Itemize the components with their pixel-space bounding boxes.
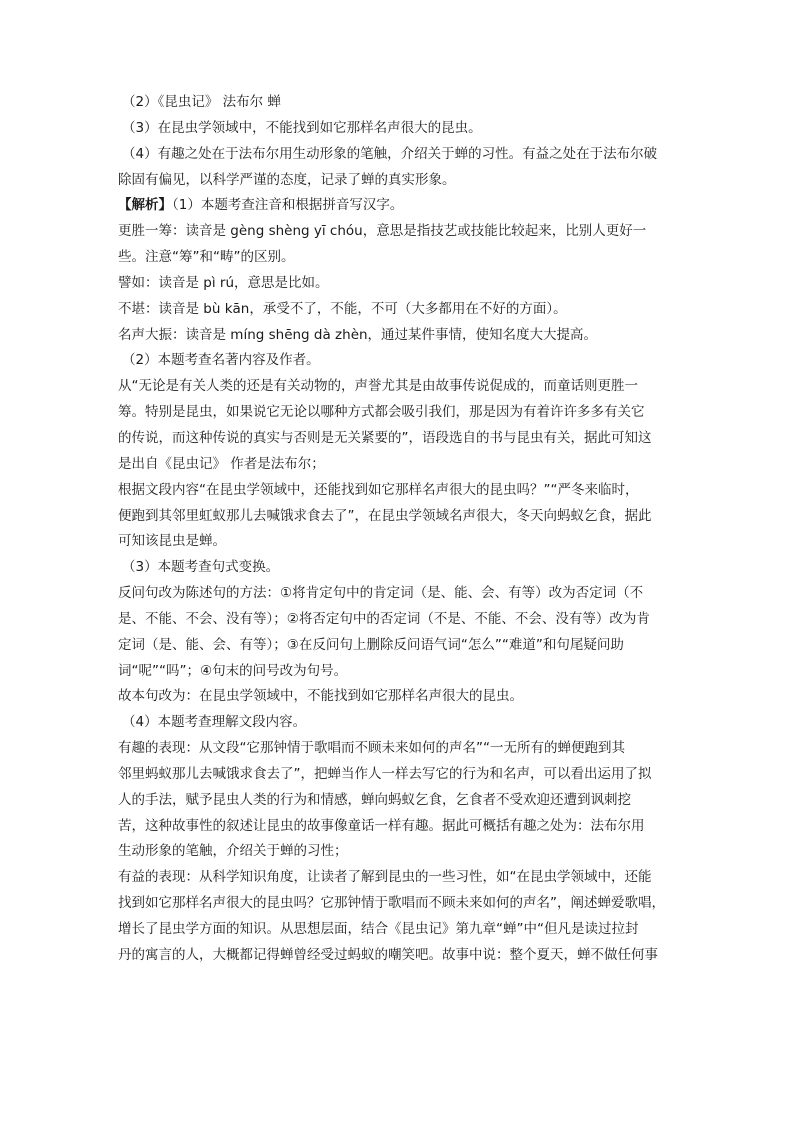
analysis-label: 【解析】 — [118, 197, 172, 214]
paragraph-line: 生动形象的笔触，介绍关于蝉的习性； — [118, 843, 348, 860]
paragraph-line: 故本句改为：在昆虫学领域中，不能找到如它那样名声很大的昆虫。 — [118, 688, 523, 705]
paragraph-line: 的传说，而这种传说的真实与否则是无关紧要的”，语段选自的书与昆虫有关，据此可知这 — [118, 429, 652, 446]
paragraph-line: 丹的寓言的人，大概都记得蝉曾经受过蚂蚁的嘲笑吧。故事中说：整个夏天，蝉不做任何事 — [118, 946, 658, 963]
paragraph-line: 人的手法，赋予昆虫人类的行为和情感，蝉向蚂蚁乞食，乞食者不受欢迎还遭到讽刺挖 — [118, 791, 631, 808]
paragraph-line: 定词（是、能、会、有等）；③在反问句上删除反问语气词“怎么”“难道”和句尾疑问助 — [118, 636, 624, 653]
answer-3: （3）在昆虫学领域中，不能找到如它那样名声很大的昆虫。 — [122, 119, 482, 136]
paragraph-line: 根据文段内容“在昆虫学领域中，还能找到如它那样名声很大的昆虫吗？”“严冬来临时， — [118, 481, 639, 498]
paragraph-line: 可知该昆虫是蝉。 — [118, 533, 226, 550]
paragraph-line: 譬如：读音是 pì rú，意思是比如。 — [118, 274, 329, 291]
answer-2: （2）《昆虫记》 法布尔 蝉 — [122, 94, 281, 110]
analysis-heading — [118, 193, 688, 219]
paragraph-line: 是、不能、不会、没有等）；②将否定句中的否定词（不是、不能、不会、没有等）改为肯 — [118, 610, 650, 627]
analysis-heading-text: （1）本题考查注音和根据拼音写汉字。 — [172, 197, 404, 214]
section-heading: （3）本题考查句式变换。 — [122, 559, 280, 576]
paragraph-line: 有益的表现：从科学知识角度，让读者了解到昆虫的一些习性，如“在昆虫学领域中，还能 — [118, 869, 652, 886]
section-heading: （2）本题考查名著内容及作者。 — [122, 352, 320, 369]
paragraph-line: 苦，这种故事性的叙述让昆虫的故事像童话一样有趣。据此可概括有趣之处为：法布尔用 — [118, 817, 645, 834]
answer-4-line-2: 除固有偏见，以科学严谨的态度，记录了蝉的真实形象。 — [118, 171, 456, 188]
paragraph-line: 名声大振：读音是 míng shēng dà zhèn，通过某件事情，使知名度大大提高。 — [118, 326, 598, 343]
paragraph-line: 反问句改为陈述句的方法：①将肯定句中的肯定词（是、能、会、有等）改为否定词（不 — [118, 585, 644, 602]
paragraph-line: 增长了昆虫学方面的知识。从思想层面，结合《昆虫记》第九章“蝉”中“但凡是读过拉封 — [118, 921, 639, 937]
paragraph-line: 是出自《昆虫记》 作者是法布尔； — [118, 455, 325, 472]
paragraph-line: 更胜一筹：读音是 gèng shèng yī chóu，意思是指技艺或技能比较起来，比别人更好一 — [118, 223, 647, 240]
paragraph-line: 邻里蚂蚁那儿去喊饿求食去了”，把蝉当作人一样去写它的行为和名声，可以看出运用了拟 — [118, 765, 652, 782]
paragraph-line: 词“呢”“吗”；④句末的问号改为句号。 — [118, 662, 348, 679]
section-heading: （4）本题考查理解文段内容。 — [122, 714, 307, 731]
paragraph-line: 从“无论是有关人类的还是有关动物的，声誉尤其是由故事传说促成的，而童话则更胜一 — [118, 378, 638, 395]
paragraph-line: 些。注意“筹”和“畴”的区别。 — [118, 249, 295, 266]
paragraph-line: 有趣的表现：从文段“它那钟情于歌唱而不顾未来如何的声名”“一无所有的蝉便跑到其 — [118, 740, 625, 757]
paragraph-line: 不堪：读音是 bù kān，承受不了，不能，不可（大多都用在不好的方面）。 — [118, 300, 567, 317]
paragraph-line: 筹。特别是昆虫，如果说它无论以哪种方式都会吸引我们，那是因为有着许许多多有关它 — [118, 404, 645, 421]
answer-4-line-1: （4）有趣之处在于法布尔用生动形象的笔触，介绍关于蝉的习性。有益之处在于法布尔破 — [122, 145, 658, 162]
paragraph-line: 找到如它那样名声很大的昆虫吗？它那钟情于歌唱而不顾未来如何的声名”，阐述蝉爱歌唱， — [118, 895, 665, 912]
document-body — [118, 90, 688, 969]
paragraph-line: 便跑到其邻里虹蚁那儿去喊饿求食去了”，在昆虫学领域名声很大，冬天向蚂蚁乞食，据此 — [118, 507, 652, 524]
